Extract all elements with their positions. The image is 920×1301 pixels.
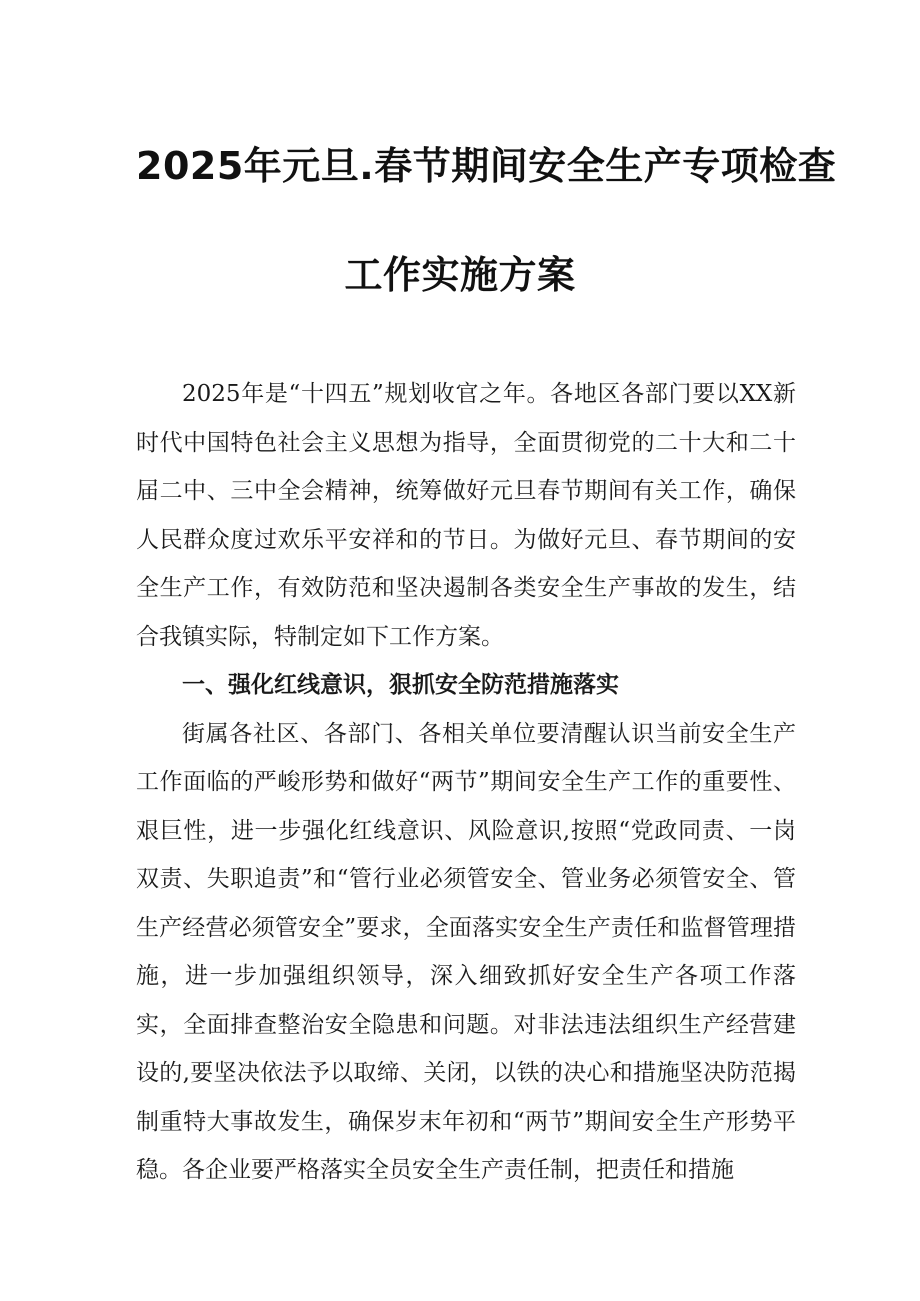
section-1-heading: 一、强化红线意识，狠抓安全防范措施落实 <box>182 672 619 698</box>
document-title-line-1: 2025年元旦.春节期间安全生产专项检查 <box>136 144 837 188</box>
section-1-paragraph: 街属各社区、各部门、各相关单位要清醒认识当前安全生产工作面临的严峻形势和做好“两节”期间安全生产工作的重要性、艰巨性，进一步强化红线意识、风险意识,按照“党政同责、一岗双责、失职追责”和“管行业必须管安全、管业务必须管安全、管生产经营必须管安全”要求，全面落实安全生产责任和监督管理措施，进一步加强组织领导，深入细致抓好安全生产各项工作落实，全面排查整治安全隐患和问题。对非法违法组织生产经营建设的,要坚决依法予以取缔、关闭，以铁的决心和措施坚决防范揭制重特大事故发生，确保岁末年初和“两节”期间安全生产形势平稳。各企业要严格落实全员安全生产责任制，把责任和措施 <box>136 720 796 1183</box>
intro-paragraph: 2025年是“十四五”规划收官之年。各地区各部门要以XX新时代中国特色社会主义思想为指导，全面贯彻党的二十大和二十届二中、三中全会精神，统筹做好元旦春节期间有关工作，确保人民群众度过欢乐平安祥和的节日。为做好元旦、春节期间的安全生产工作，有效防范和坚决遏制各类安全生产事故的发生，结合我镇实际，特制定如下工作方案。 <box>136 381 796 650</box>
document-body <box>136 370 796 1195</box>
document-title-line-2: 工作实施方案 <box>344 253 576 297</box>
